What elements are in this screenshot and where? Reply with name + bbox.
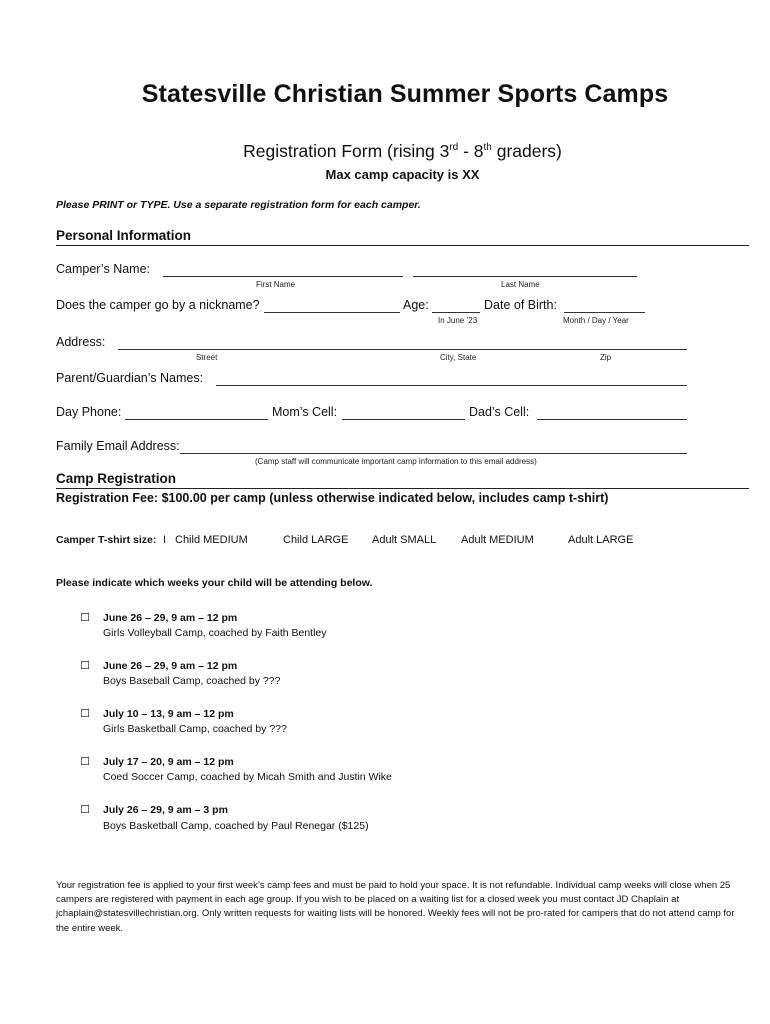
- week-checkbox[interactable]: ☐: [80, 756, 90, 768]
- address-label: Address:: [56, 335, 106, 349]
- weeks-prompt: Please indicate which weeks your child will be attending below.: [56, 577, 373, 589]
- registration-fee: Registration Fee: $100.00 per camp (unless otherwise indicated below, includes camp t-shirt): [56, 491, 609, 505]
- dob-field[interactable]: [564, 312, 645, 313]
- nickname-label: Does the camper go by a nickname?: [56, 298, 260, 312]
- email-label: Family Email Address:: [56, 439, 180, 453]
- address-field[interactable]: [118, 349, 687, 350]
- city-state-caption: City, State: [440, 353, 477, 362]
- age-label: Age:: [403, 298, 429, 312]
- week-checkbox[interactable]: ☐: [80, 804, 90, 816]
- day-phone-label: Day Phone:: [56, 405, 122, 419]
- week-description: Girls Basketball Camp, coached by ???: [103, 723, 287, 735]
- age-field[interactable]: [432, 312, 480, 313]
- subtitle-text: graders): [491, 141, 562, 161]
- form-subtitle: [0, 141, 770, 162]
- shirt-option-child-medium[interactable]: Child MEDIUM: [175, 534, 248, 546]
- week-date: July 26 – 29, 9 am – 3 pm: [103, 804, 228, 816]
- week-description: Boys Basketball Camp, coached by Paul Renegar ($125): [103, 820, 369, 832]
- personal-info-heading: Personal Information: [56, 228, 192, 243]
- week-date: June 26 – 29, 9 am – 12 pm: [103, 660, 238, 672]
- last-name-field[interactable]: [413, 276, 637, 277]
- subtitle-text: - 8: [458, 141, 484, 161]
- section-divider: [56, 245, 749, 246]
- day-phone-field[interactable]: [125, 419, 268, 420]
- capacity-note: Max camp capacity is XX: [325, 167, 480, 182]
- dad-cell-field[interactable]: [537, 419, 687, 420]
- guardian-field[interactable]: [216, 385, 687, 386]
- first-name-caption: First Name: [256, 280, 296, 289]
- camp-registration-heading: Camp Registration: [56, 471, 177, 486]
- shirt-size-label: Camper T-shirt size:: [56, 534, 157, 546]
- dad-cell-label: Dad’s Cell:: [469, 405, 530, 419]
- guardian-label: Parent/Guardian’s Names:: [56, 371, 204, 385]
- subtitle-superscript: th: [483, 142, 492, 154]
- week-date: July 10 – 13, 9 am – 12 pm: [103, 708, 234, 720]
- week-checkbox[interactable]: ☐: [80, 612, 90, 624]
- last-name-caption: Last Name: [501, 280, 540, 289]
- dob-caption: Month / Day / Year: [563, 316, 629, 325]
- email-caption: (Camp staff will communicate important camp information to this email address): [255, 457, 537, 466]
- first-name-field[interactable]: [163, 276, 403, 277]
- week-checkbox[interactable]: ☐: [80, 708, 90, 720]
- camper-name-label: Camper’s Name:: [56, 262, 151, 276]
- week-checkbox[interactable]: ☐: [80, 660, 90, 672]
- nickname-field[interactable]: [264, 312, 400, 313]
- form-title: Statesville Christian Summer Sports Camps: [141, 80, 669, 108]
- week-date: June 26 – 29, 9 am – 12 pm: [103, 612, 238, 624]
- subtitle-superscript: rd: [449, 142, 459, 154]
- week-description: Boys Baseball Camp, coached by ???: [103, 675, 281, 687]
- subtitle-text: Registration Form (rising 3: [243, 141, 450, 161]
- mom-cell-field[interactable]: [342, 419, 465, 420]
- shirt-option-adult-small[interactable]: Adult SMALL: [372, 534, 437, 546]
- policy-footer: Your registration fee is applied to your first week’s camp fees and must be paid to hold your space. It is not refundable. Individual camp weeks will close when 25 campers are registered with payment in each age group. If you wish to be placed on a waiting list for a closed week you must contact JD Chaplain at jchaplain@statesvillechristian.org. Only written requests for waiting lists will be honored. Weekly fees will not be pro-rated for campers that do not attend camp for the entire week.: [56, 880, 735, 934]
- shirt-option-adult-large[interactable]: Adult LARGE: [568, 534, 634, 546]
- shirt-option-child-large[interactable]: Child LARGE: [283, 534, 349, 546]
- zip-caption: Zip: [600, 353, 612, 362]
- street-caption: Street: [196, 353, 218, 362]
- week-description: Coed Soccer Camp, coached by Micah Smith and Justin Wike: [103, 771, 392, 783]
- section-divider: [56, 488, 749, 489]
- email-field[interactable]: [180, 453, 687, 454]
- mom-cell-label: Mom’s Cell:: [272, 405, 338, 419]
- shirt-separator: I: [163, 534, 167, 546]
- instructions: Please PRINT or TYPE. Use a separate registration form for each camper.: [56, 199, 421, 211]
- age-caption: In June ’23: [438, 316, 478, 325]
- week-date: July 17 – 20, 9 am – 12 pm: [103, 756, 234, 768]
- shirt-option-adult-medium[interactable]: Adult MEDIUM: [461, 534, 534, 546]
- dob-label: Date of Birth:: [484, 298, 557, 312]
- week-description: Girls Volleyball Camp, coached by Faith Bentley: [103, 627, 327, 639]
